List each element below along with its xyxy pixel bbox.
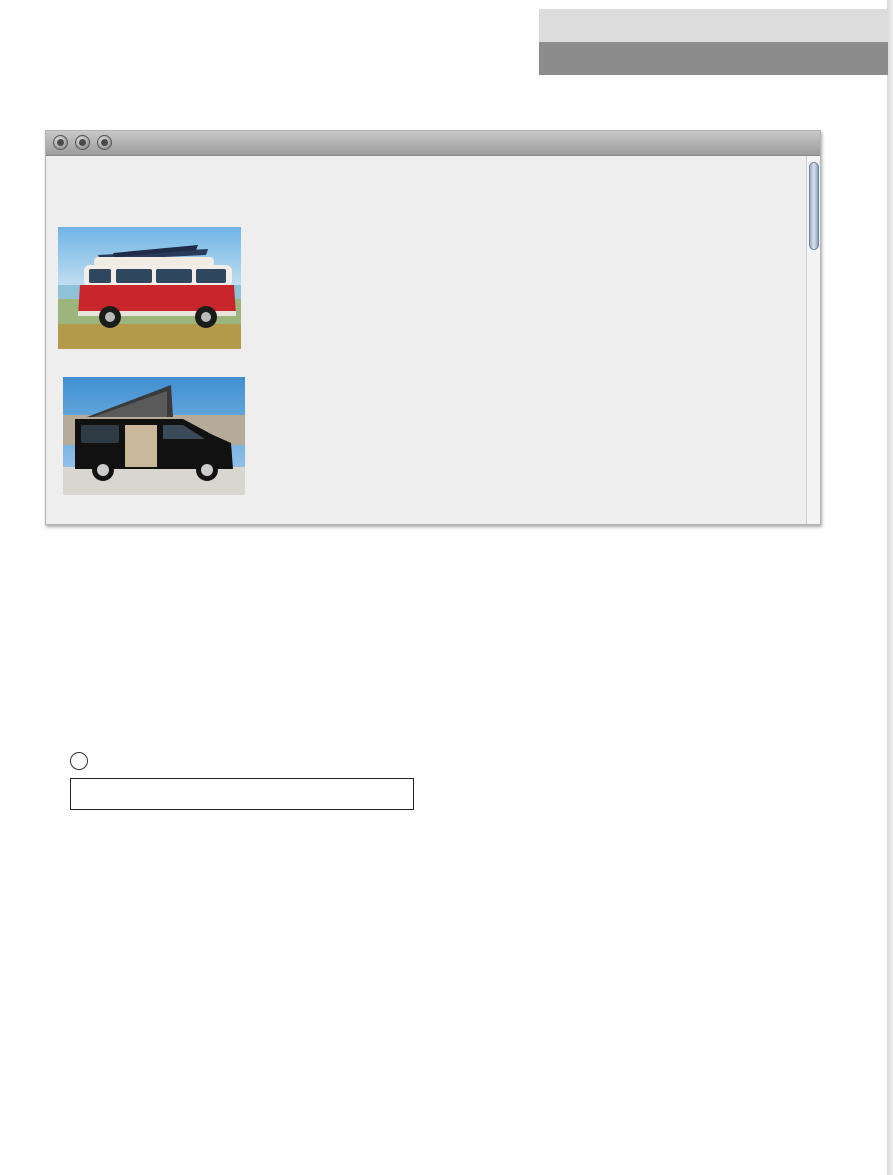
audio-track-icon[interactable] — [70, 752, 88, 770]
section-3-instruction — [70, 753, 94, 771]
window-minimize-button[interactable] — [75, 135, 90, 150]
window-title-bar — [46, 131, 820, 156]
browser-window — [45, 130, 821, 525]
page-edge — [887, 0, 893, 1175]
unit-title — [539, 9, 888, 42]
modern-camper-van-photo — [63, 377, 245, 495]
window-close-button[interactable] — [53, 135, 68, 150]
classic-camper-van-photo — [58, 227, 241, 349]
unit-subtitle — [539, 42, 888, 75]
word-box — [70, 778, 414, 810]
scrollbar[interactable] — [806, 156, 820, 524]
scrollbar-thumb[interactable] — [809, 162, 819, 250]
window-maximize-button[interactable] — [97, 135, 112, 150]
